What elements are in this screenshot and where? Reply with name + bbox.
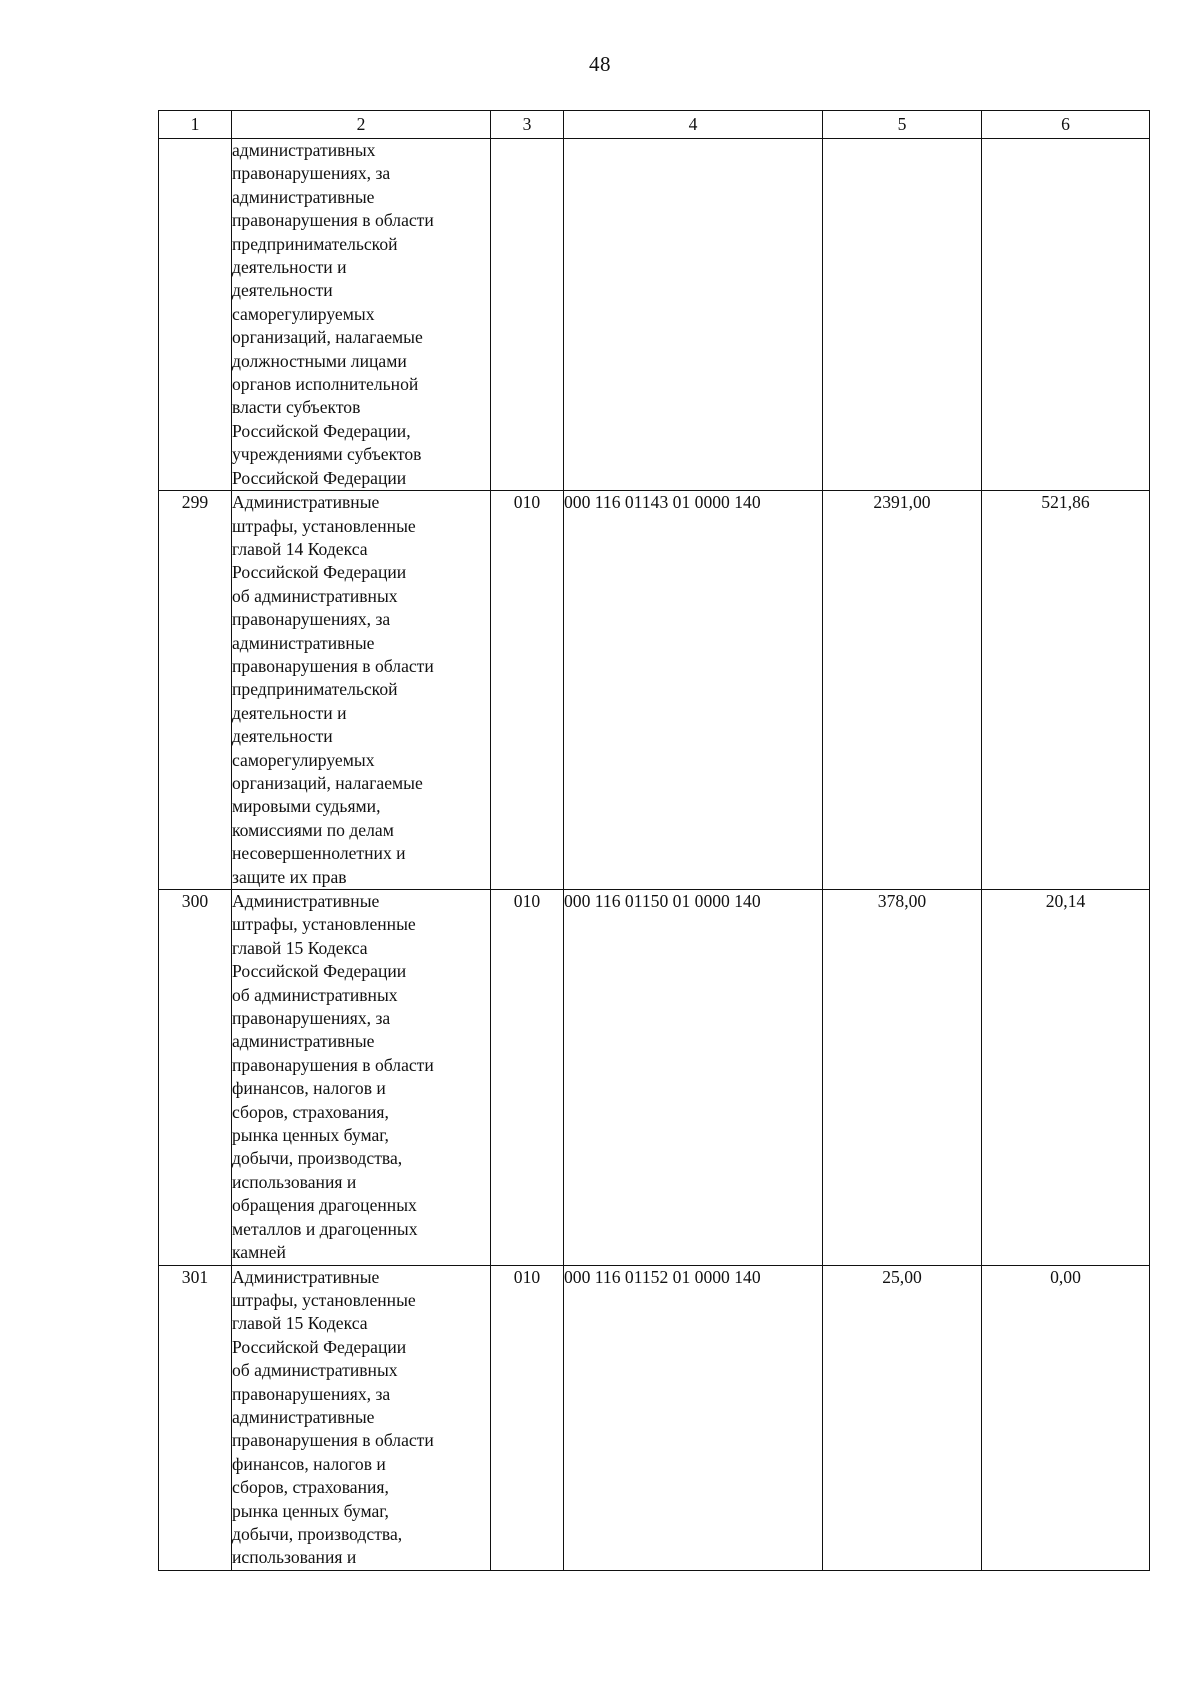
value-col5-cell: 25,00 <box>823 1265 982 1570</box>
row-number-cell: 301 <box>159 1265 232 1570</box>
description-line: предпринимательской <box>232 233 398 254</box>
description-line: Российской Федерации <box>232 562 407 583</box>
column-header-3: 3 <box>491 111 564 139</box>
description-line: должностными лицами <box>232 350 407 371</box>
description-line: сборов, страхования, <box>232 1101 389 1122</box>
admin-code-cell <box>491 139 564 491</box>
column-header-4: 4 <box>564 111 823 139</box>
value-col5-cell <box>823 139 982 491</box>
description-line: саморегулируемых <box>232 303 375 324</box>
description-line: рынка ценных бумаг, <box>232 1125 389 1146</box>
description-line: об административных <box>232 984 398 1005</box>
description-line: сборов, страхования, <box>232 1477 389 1498</box>
column-header-2: 2 <box>232 111 491 139</box>
description-line: административные <box>232 1031 375 1052</box>
description-line: несовершеннолетних и <box>232 843 406 864</box>
value-col6-cell <box>982 139 1150 491</box>
column-header-6: 6 <box>982 111 1150 139</box>
description-line: правонарушениях, за <box>232 1383 391 1404</box>
description-line: главой 15 Кодекса <box>232 937 368 958</box>
description-line: Административные <box>232 1266 380 1287</box>
table-header-row <box>159 111 1150 139</box>
table-row <box>159 139 1150 491</box>
description-line: камней <box>232 1242 286 1263</box>
page-number: 48 <box>589 52 611 76</box>
description-line: об административных <box>232 585 398 606</box>
column-header-1: 1 <box>159 111 232 139</box>
description-line: организаций, налагаемые <box>232 327 423 348</box>
description-line: саморегулируемых <box>232 749 375 770</box>
description-line: штрафы, установленные <box>232 914 416 935</box>
description-line: рынка ценных бумаг, <box>232 1500 389 1521</box>
description-line: правонарушения в области <box>232 655 434 676</box>
table-row <box>159 491 1150 890</box>
description-line: обращения драгоценных <box>232 1195 417 1216</box>
description-line: главой 15 Кодекса <box>232 1313 368 1334</box>
value-col6-cell: 0,00 <box>982 1265 1150 1570</box>
admin-code-cell: 010 <box>491 890 564 1266</box>
row-number-cell: 299 <box>159 491 232 890</box>
description-cell <box>232 491 491 890</box>
description-line: административные <box>232 186 375 207</box>
row-number-cell: 300 <box>159 890 232 1266</box>
column-header-5: 5 <box>823 111 982 139</box>
admin-code-cell: 010 <box>491 491 564 890</box>
budget-revenue-table <box>158 110 1150 1571</box>
description-line: органов исполнительной <box>232 374 419 395</box>
description-line: деятельности <box>232 280 333 301</box>
description-line: административных <box>232 140 376 160</box>
description-line: штрафы, установленные <box>232 1289 416 1310</box>
classification-code-cell: 000 116 01150 01 0000 140 <box>564 890 823 1266</box>
description-line: использования и <box>232 1547 357 1568</box>
description-line: правонарушениях, за <box>232 163 391 184</box>
description-line: Российской Федерации, <box>232 420 411 441</box>
admin-code-cell: 010 <box>491 1265 564 1570</box>
description-line: мировыми судьями, <box>232 796 381 817</box>
description-line: Российской Федерации <box>232 961 407 982</box>
description-line: деятельности <box>232 726 333 747</box>
description-line: добычи, производства, <box>232 1523 403 1544</box>
description-line: деятельности и <box>232 702 347 723</box>
description-line: Российской Федерации <box>232 1336 407 1357</box>
description-line: организаций, налагаемые <box>232 772 423 793</box>
value-col5-cell: 378,00 <box>823 890 982 1266</box>
description-line: правонарушения в области <box>232 1054 434 1075</box>
description-line: правонарушениях, за <box>232 609 391 630</box>
description-line: деятельности и <box>232 257 347 278</box>
description-line: административные <box>232 632 375 653</box>
classification-code-cell <box>564 139 823 491</box>
description-line: власти субъектов <box>232 397 361 418</box>
table-body <box>159 139 1150 1571</box>
description-line: учреждениями субъектов <box>232 444 422 465</box>
description-cell <box>232 890 491 1266</box>
classification-code-cell: 000 116 01152 01 0000 140 <box>564 1265 823 1570</box>
value-col6-cell: 521,86 <box>982 491 1150 890</box>
description-line: главой 14 Кодекса <box>232 538 368 559</box>
description-line: Российской Федерации <box>232 467 407 488</box>
description-cell <box>232 1265 491 1570</box>
description-cell <box>232 139 491 491</box>
value-col5-cell: 2391,00 <box>823 491 982 890</box>
description-line: финансов, налогов и <box>232 1078 386 1099</box>
table-row <box>159 1265 1150 1570</box>
row-number-cell <box>159 139 232 491</box>
description-line: об административных <box>232 1360 398 1381</box>
table-row <box>159 890 1150 1266</box>
description-line: финансов, налогов и <box>232 1453 386 1474</box>
description-line: металлов и драгоценных <box>232 1218 418 1239</box>
value-col6-cell: 20,14 <box>982 890 1150 1266</box>
description-line: правонарушениях, за <box>232 1008 391 1029</box>
description-line: штрафы, установленные <box>232 515 416 536</box>
description-line: Административные <box>232 891 380 911</box>
description-line: административные <box>232 1406 375 1427</box>
description-line: правонарушения в области <box>232 210 434 231</box>
description-line: добычи, производства, <box>232 1148 403 1169</box>
description-line: комиссиями по делам <box>232 819 394 840</box>
description-line: предпринимательской <box>232 679 398 700</box>
classification-code-cell: 000 116 01143 01 0000 140 <box>564 491 823 890</box>
description-line: защите их прав <box>232 866 347 887</box>
description-line: использования и <box>232 1171 357 1192</box>
description-line: Административные <box>232 492 380 513</box>
description-line: правонарушения в области <box>232 1430 434 1451</box>
